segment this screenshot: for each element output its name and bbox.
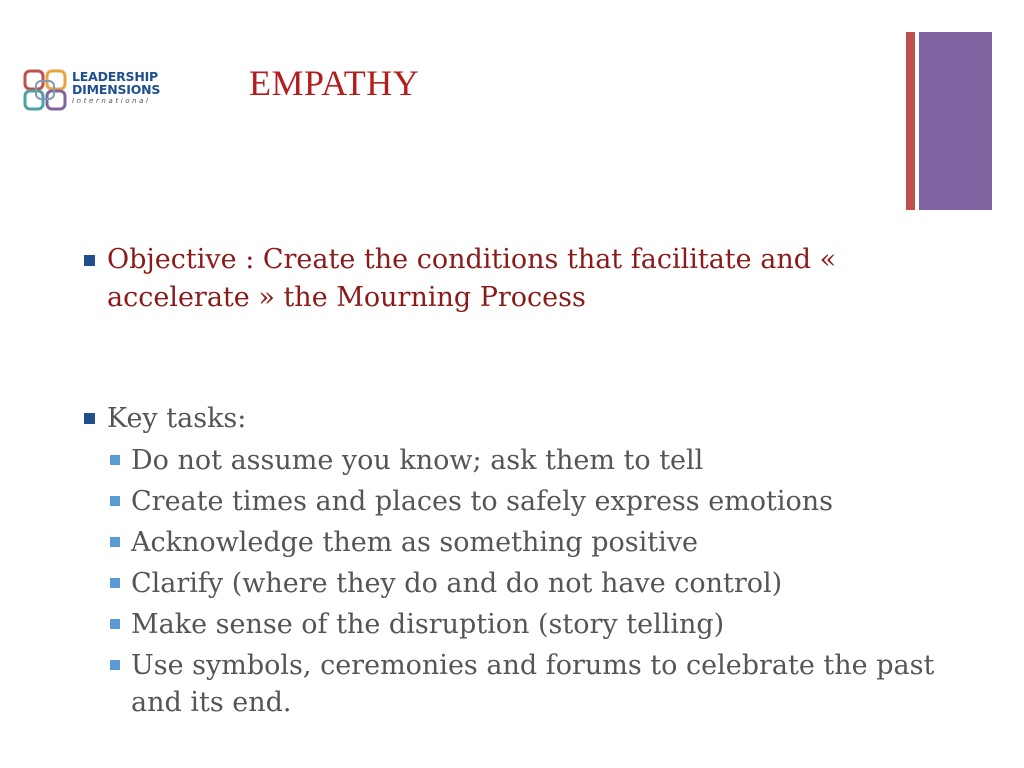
list-item bbox=[0, 524, 991, 561]
list-item bbox=[0, 606, 991, 643]
task-text: Use symbols, ceremonies and forums to celebrate the past and its end. bbox=[131, 650, 935, 718]
sub-bullet-square-icon bbox=[110, 455, 120, 465]
list-item bbox=[0, 565, 991, 602]
bullet-square-icon bbox=[84, 255, 95, 266]
task-text: Clarify (where they do and do not have control) bbox=[131, 568, 783, 599]
logo-line-2: DIMENSIONS bbox=[72, 82, 161, 97]
bullet-square-icon bbox=[84, 413, 95, 424]
list-item bbox=[0, 483, 991, 520]
sub-bullet-square-icon bbox=[110, 537, 120, 547]
sub-bullet-square-icon bbox=[110, 578, 120, 588]
task-text: Do not assume you know; ask them to tell bbox=[131, 445, 704, 476]
task-list bbox=[0, 442, 1024, 725]
list-item bbox=[0, 647, 991, 721]
objective-text: Objective : Create the conditions that facilitate and « accelerate » the Mourning Process bbox=[107, 244, 837, 313]
task-text: Make sense of the disruption (story telling) bbox=[131, 609, 725, 640]
sub-bullet-square-icon bbox=[110, 660, 120, 670]
logo-line-1: LEADERSHIP bbox=[72, 69, 158, 84]
sub-bullet-square-icon bbox=[110, 496, 120, 506]
slide-title: EMPATHY bbox=[249, 63, 420, 103]
logo-line-3: International bbox=[72, 97, 151, 105]
sub-bullet-square-icon bbox=[110, 619, 120, 629]
list-item bbox=[0, 442, 991, 479]
task-text: Acknowledge them as something positive bbox=[131, 527, 698, 558]
task-text: Create times and places to safely express emotions bbox=[131, 486, 834, 517]
key-tasks-text: Key tasks: bbox=[107, 403, 247, 434]
